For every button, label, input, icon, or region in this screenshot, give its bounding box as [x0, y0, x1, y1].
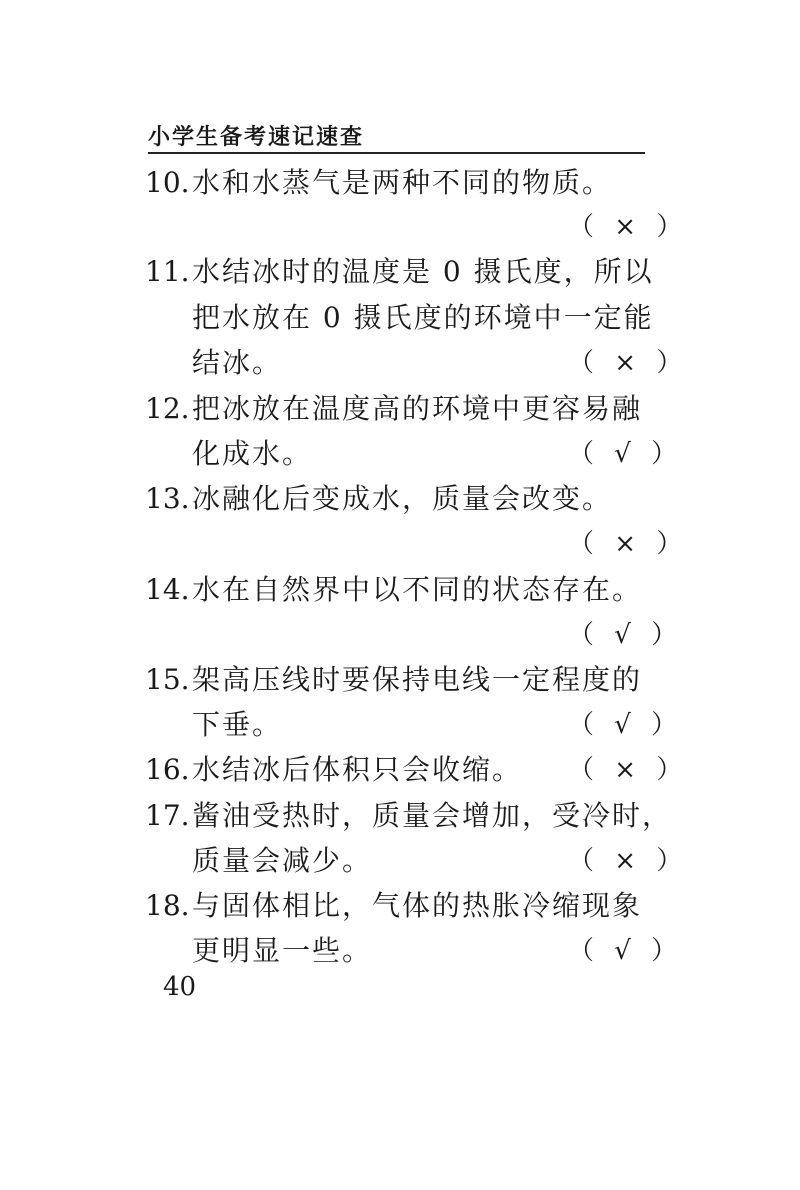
answer-mark: （ √ ） [568, 439, 684, 469]
page-number: 40 [163, 972, 197, 1002]
answer-mark: （ × ） [568, 755, 689, 785]
item-text: 化成水。 [192, 437, 313, 470]
item-11-line-3 [0, 340, 800, 386]
answer-mark: （ √ ） [568, 620, 684, 650]
answer-mark: （ √ ） [568, 710, 684, 740]
item-number: 13. [145, 482, 190, 515]
answer-mark: （ √ ） [568, 936, 684, 966]
item-text: 把水放在 0 摄氏度的环境中一定能 [192, 301, 654, 334]
answer-mark: （ × ） [568, 212, 689, 242]
item-10-answer-row [0, 204, 800, 250]
book-title: 小学生备考速记速查 [148, 125, 365, 150]
item-number: 12. [145, 392, 190, 425]
answer-mark: （ × ） [568, 529, 689, 559]
item-text: 结冰。 [192, 346, 283, 379]
item-text: 更明显一些。 [192, 934, 373, 967]
item-15-line-2 [0, 702, 800, 748]
item-number: 11. [145, 255, 190, 288]
item-12-line-2 [0, 431, 800, 477]
item-number: 17. [145, 799, 190, 832]
item-text: 酱油受热时，质量会增加，受冷时， [192, 799, 673, 832]
item-number: 16. [145, 753, 190, 786]
item-18 [0, 883, 800, 929]
item-text: 水和水蒸气是两种不同的物质。 [192, 166, 613, 199]
answer-mark: （ × ） [568, 846, 689, 876]
item-14 [0, 567, 800, 613]
item-text: 水结冰时的温度是 0 摄氏度，所以 [192, 255, 654, 288]
item-11 [0, 249, 800, 295]
item-number: 15. [145, 663, 190, 696]
item-15 [0, 657, 800, 703]
item-text: 架高压线时要保持电线一定程度的 [192, 663, 643, 696]
item-11-line-2 [0, 295, 800, 341]
item-number: 18. [145, 889, 190, 922]
item-number: 10. [145, 166, 190, 199]
running-header [148, 118, 645, 154]
item-text: 水在自然界中以不同的状态存在。 [192, 573, 643, 606]
item-text: 质量会减少。 [192, 844, 373, 877]
item-17 [0, 793, 800, 839]
item-10 [0, 160, 800, 206]
item-text: 冰融化后变成水，质量会改变。 [192, 482, 613, 515]
item-13-answer-row [0, 521, 800, 567]
item-number: 14. [145, 573, 190, 606]
item-14-answer-row [0, 612, 800, 658]
item-18-line-2 [0, 928, 800, 974]
item-text: 下垂。 [192, 708, 283, 741]
item-13 [0, 476, 800, 522]
item-text: 水结冰后体积只会收缩。 [192, 753, 523, 786]
item-17-line-2 [0, 838, 800, 884]
answer-mark: （ × ） [568, 348, 689, 378]
item-16 [0, 747, 800, 793]
item-12 [0, 386, 800, 432]
item-text: 把冰放在温度高的环境中更容易融 [192, 392, 643, 425]
item-text: 与固体相比，气体的热胀冷缩现象 [192, 889, 643, 922]
